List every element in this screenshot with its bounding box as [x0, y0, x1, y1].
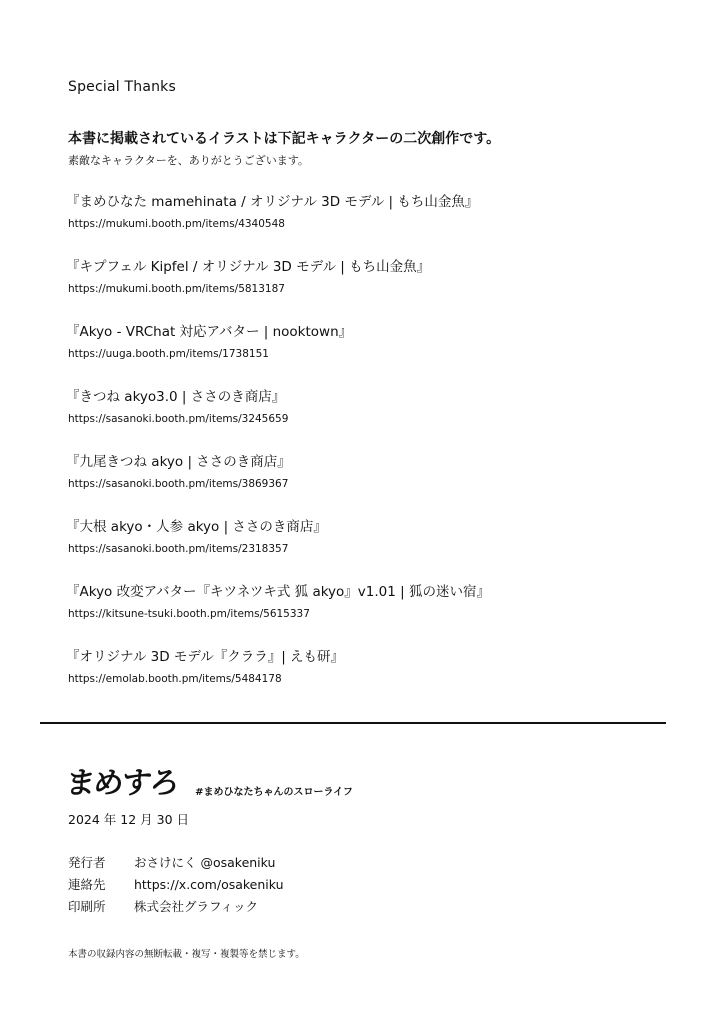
colophon-label: 連絡先	[68, 877, 106, 892]
credits-list	[66, 193, 686, 713]
colophon-info	[68, 853, 284, 919]
credit-url: https://emolab.booth.pm/items/5484178	[68, 673, 282, 685]
colophon-row-printer	[68, 897, 284, 919]
credit-item	[66, 388, 686, 453]
credit-item	[66, 648, 686, 713]
credit-title: 『きつね akyo3.0 | ささのき商店』	[66, 389, 286, 405]
book-tagline: #まめひなたちゃんのスローライフ	[195, 787, 353, 798]
credit-item	[66, 453, 686, 518]
publication-date: 2024 年 12 月 30 日	[68, 812, 189, 827]
credit-url: https://mukumi.booth.pm/items/5813187	[68, 283, 285, 295]
credits-thanks-note: 素敵なキャラクターを、ありがとうございます。	[68, 154, 309, 167]
section-divider	[40, 722, 666, 724]
credit-item	[66, 518, 686, 583]
credit-url: https://kitsune-tsuki.booth.pm/items/5615337	[68, 608, 310, 620]
credit-item	[66, 193, 686, 258]
credit-title: 『Akyo - VRChat 対応アバター | nooktown』	[66, 324, 353, 340]
book-title-logo: まめすろ	[63, 766, 180, 801]
credit-url: https://sasanoki.booth.pm/items/2318357	[68, 543, 289, 555]
colophon-value: おさけにく @osakeniku	[133, 855, 276, 870]
credit-url: https://mukumi.booth.pm/items/4340548	[68, 218, 285, 230]
credit-item	[66, 258, 686, 323]
colophon-row-contact	[68, 875, 284, 897]
colophon-value: https://x.com/osakeniku	[133, 877, 284, 892]
credit-item	[66, 323, 686, 388]
colophon-label: 印刷所	[68, 899, 106, 914]
credit-title: 『オリジナル 3D モデル『クララ』| えも研』	[66, 649, 345, 665]
credit-item	[66, 583, 686, 648]
credit-title: 『キプフェル Kipfel / オリジナル 3D モデル | もち山金魚』	[66, 259, 431, 275]
credit-title: 『まめひなた mamehinata / オリジナル 3D モデル | もち山金魚』	[66, 194, 479, 210]
special-thanks-heading: Special Thanks	[68, 79, 176, 95]
colophon-label: 発行者	[68, 855, 106, 870]
credit-title: 『九尾きつね akyo | ささのき商店』	[66, 454, 291, 470]
colophon-value: 株式会社グラフィック	[133, 899, 258, 914]
colophon-row-publisher	[68, 853, 284, 875]
credits-intro: 本書に掲載されているイラストは下記キャラクターの二次創作です。	[68, 131, 501, 147]
book-logo	[63, 758, 353, 802]
credit-url: https://uuga.booth.pm/items/1738151	[68, 348, 269, 360]
credit-title: 『Akyo 改変アバター『キツネツキ式 狐 akyo』v1.01 | 狐の迷い宿』	[66, 584, 490, 600]
credit-url: https://sasanoki.booth.pm/items/3869367	[68, 478, 289, 490]
credit-title: 『大根 akyo・人参 akyo | ささのき商店』	[66, 519, 327, 535]
copyright-notice: 本書の収録内容の無断転載・複写・複製等を禁じます。	[68, 949, 305, 960]
credit-url: https://sasanoki.booth.pm/items/3245659	[68, 413, 289, 425]
